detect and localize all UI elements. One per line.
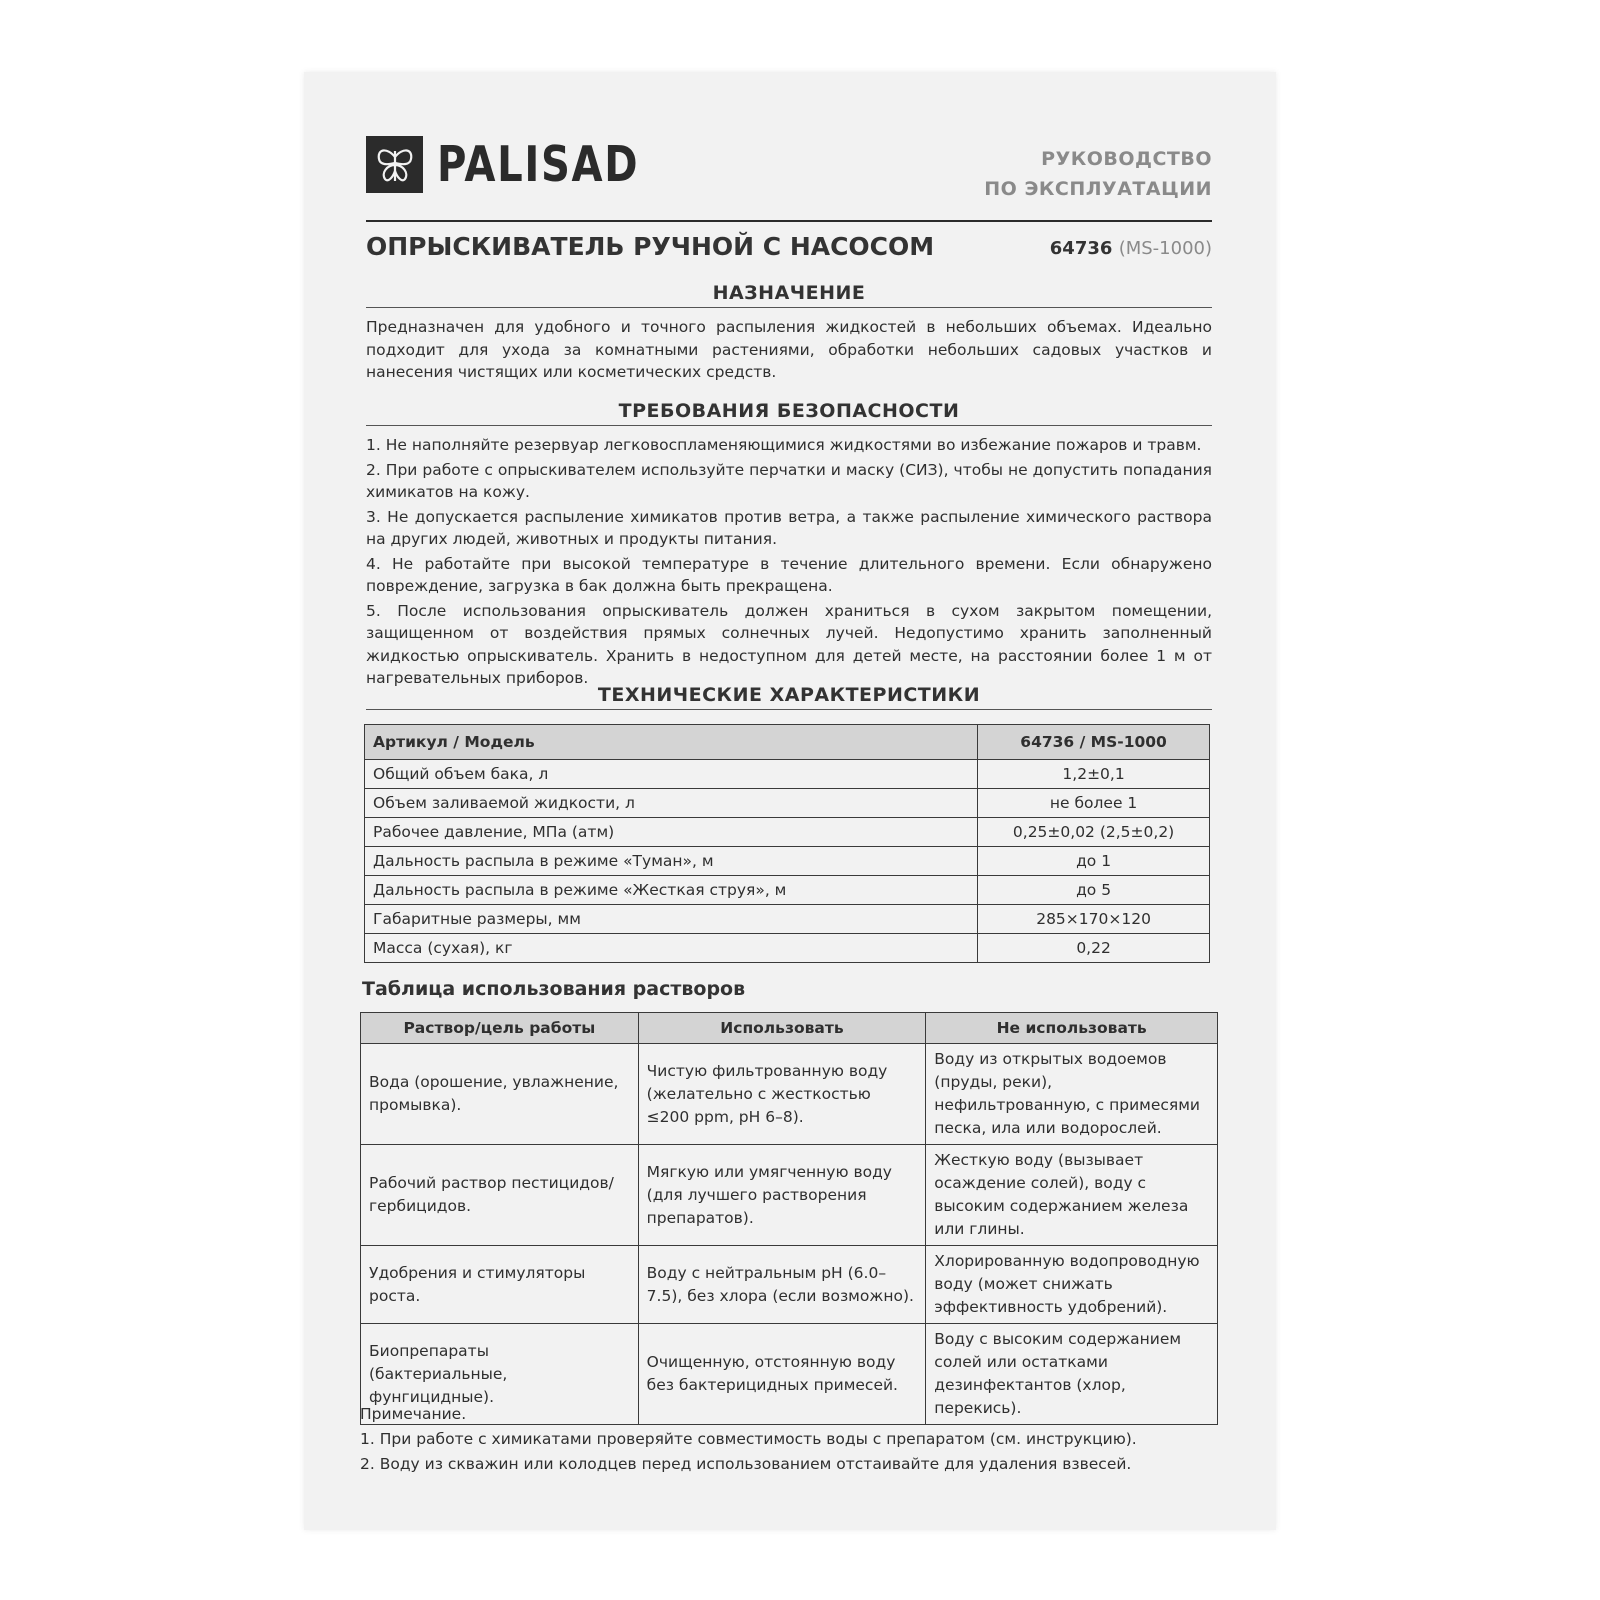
safety-list — [366, 434, 1212, 692]
product-title-row — [366, 232, 1212, 268]
purpose-text: Предназначен для удобного и точного распыления жидкостей в небольших объемах. Идеально подходит для ухода за комнатными растениями, обработки небольших садовых участков и нанесения чистящих или косметических средств. — [366, 318, 1212, 381]
usage-col-header: Использовать — [638, 1013, 926, 1044]
table-row — [365, 876, 1210, 905]
purpose-heading: НАЗНАЧЕНИЕ — [712, 282, 866, 304]
usage-cell: Хлорированную водопроводную воду (может снижать эффективность удобрений). — [926, 1246, 1218, 1324]
spec-label: Габаритные размеры, мм — [365, 905, 978, 934]
note-item: 1. При работе с химикатами проверяйте совместимость воды с препаратом (см. инструкцию). — [360, 1430, 1137, 1448]
model-code — [1050, 238, 1212, 259]
brand-name: PALISAD — [437, 136, 640, 193]
safety-divider — [366, 425, 1212, 426]
table-row — [361, 1246, 1218, 1324]
usage-cell: Жесткую воду (вызывает осаждение солей), воду с высоким содержанием железа или глины. — [926, 1145, 1218, 1246]
specs-header-label: Артикул / Модель — [365, 725, 978, 760]
usage-col-header: Раствор/цель работы — [361, 1013, 639, 1044]
usage-cell: Вода (орошение, увлажнение, промывка). — [361, 1044, 639, 1145]
instruction-sheet — [304, 72, 1276, 1530]
note-item: 2. Воду из скважин или колодцев перед использованием отстаивайте для удаления взвесей. — [360, 1455, 1132, 1473]
spec-label: Объем заливаемой жидкости, л — [365, 789, 978, 818]
specs-heading: ТЕХНИЧЕСКИЕ ХАРАКТЕРИСТИКИ — [597, 684, 981, 706]
safety-item: 5. После использования опрыскиватель должен храниться в сухом закрытом помещении, защищенном от воздействия прямых солнечных лучей. Недопустимо хранить заполненный жидкостью опрыскиватель. Хранить в недоступном для детей месте, на расстоянии более 1 м от нагревательных приборов. — [366, 601, 1212, 687]
safety-item: 2. При работе с опрыскивателем используйте перчатки и маску (СИЗ), чтобы не допустить попадания химикатов на кожу. — [366, 460, 1212, 501]
safety-item: 4. Не работайте при высокой температуре в течение длительного времени. Если обнаружено повреждение, загрузка в бак должна быть прекращена. — [366, 554, 1212, 595]
spec-value: 285×170×120 — [978, 905, 1210, 934]
table-row — [365, 934, 1210, 963]
table-row — [361, 1145, 1218, 1246]
notes-title: Примечание. — [360, 1405, 467, 1423]
spec-label: Масса (сухая), кг — [365, 934, 978, 963]
usage-cell: Чистую фильтрованную воду (желательно с жесткостью ≤200 ppm, pH 6–8). — [638, 1044, 926, 1145]
usage-header-row — [361, 1013, 1218, 1044]
document-type — [984, 144, 1212, 204]
usage-cell: Очищенную, отстоянную воду без бактерицидных примесей. — [638, 1324, 926, 1425]
document-header — [366, 132, 1212, 202]
spec-value: 0,25±0,02 (2,5±0,2) — [978, 818, 1210, 847]
usage-cell: Рабочий раствор пестицидов/гербицидов. — [361, 1145, 639, 1246]
notes — [360, 1402, 1137, 1477]
usage-cell: Удобрения и стимуляторы роста. — [361, 1246, 639, 1324]
purpose-divider — [366, 307, 1212, 308]
usage-table-title: Таблица использования растворов — [362, 978, 746, 1000]
safety-item: 3. Не допускается распыление химикатов против ветра, а также распыление химического раствора на других людей, животных и продукты питания. — [366, 507, 1212, 548]
specs-header-row — [365, 725, 1210, 760]
article-number: 64736 — [1049, 238, 1113, 259]
table-row — [365, 847, 1210, 876]
usage-cell: Мягкую или умягченную воду (для лучшего растворения препаратов). — [638, 1145, 926, 1246]
spec-value: до 5 — [978, 876, 1210, 905]
spec-label: Рабочее давление, МПа (атм) — [365, 818, 978, 847]
spec-label: Общий объем бака, л — [365, 760, 978, 789]
specs-divider — [366, 709, 1212, 710]
doc-type-line2: ПО ЭКСПЛУАТАЦИИ — [984, 178, 1212, 200]
butterfly-logo-icon — [366, 136, 423, 193]
specs-header-value: 64736 / MS-1000 — [978, 725, 1210, 760]
safety-item: 1. Не наполняйте резервуар легковоспламеняющимися жидкостями во избежание пожаров и травм. — [366, 436, 1202, 454]
table-row — [361, 1044, 1218, 1145]
table-row — [365, 760, 1210, 789]
doc-type-line1: РУКОВОДСТВО — [1041, 148, 1212, 170]
usage-col-header: Не использовать — [926, 1013, 1218, 1044]
brand-logo — [366, 136, 684, 193]
spec-value: 1,2±0,1 — [978, 760, 1210, 789]
spec-value: не более 1 — [978, 789, 1210, 818]
model-name: (MS-1000) — [1118, 238, 1212, 259]
header-divider — [366, 220, 1212, 222]
usage-cell: Воду с высоким содержанием солей или остатками дезинфектантов (хлор, перекись). — [926, 1324, 1218, 1425]
usage-cell: Воду из открытых водоемов (пруды, реки), нефильтрованную, с примесями песка, ила или водорослей. — [926, 1044, 1218, 1145]
table-row — [365, 818, 1210, 847]
table-row — [365, 905, 1210, 934]
specs-table — [364, 724, 1210, 963]
usage-table — [360, 1012, 1218, 1425]
spec-label: Дальность распыла в режиме «Жесткая струя», м — [365, 876, 978, 905]
spec-label: Дальность распыла в режиме «Туман», м — [365, 847, 978, 876]
spec-value: 0,22 — [978, 934, 1210, 963]
safety-heading: ТРЕБОВАНИЯ БЕЗОПАСНОСТИ — [618, 400, 960, 422]
usage-cell: Воду с нейтральным pH (6.0–7.5), без хлора (если возможно). — [638, 1246, 926, 1324]
product-title: ОПРЫСКИВАТЕЛЬ РУЧНОЙ С НАСОСОМ — [366, 232, 935, 261]
table-row — [365, 789, 1210, 818]
spec-value: до 1 — [978, 847, 1210, 876]
usage-cell: Биопрепараты (бактериальные, фунгицидные). — [361, 1324, 639, 1425]
